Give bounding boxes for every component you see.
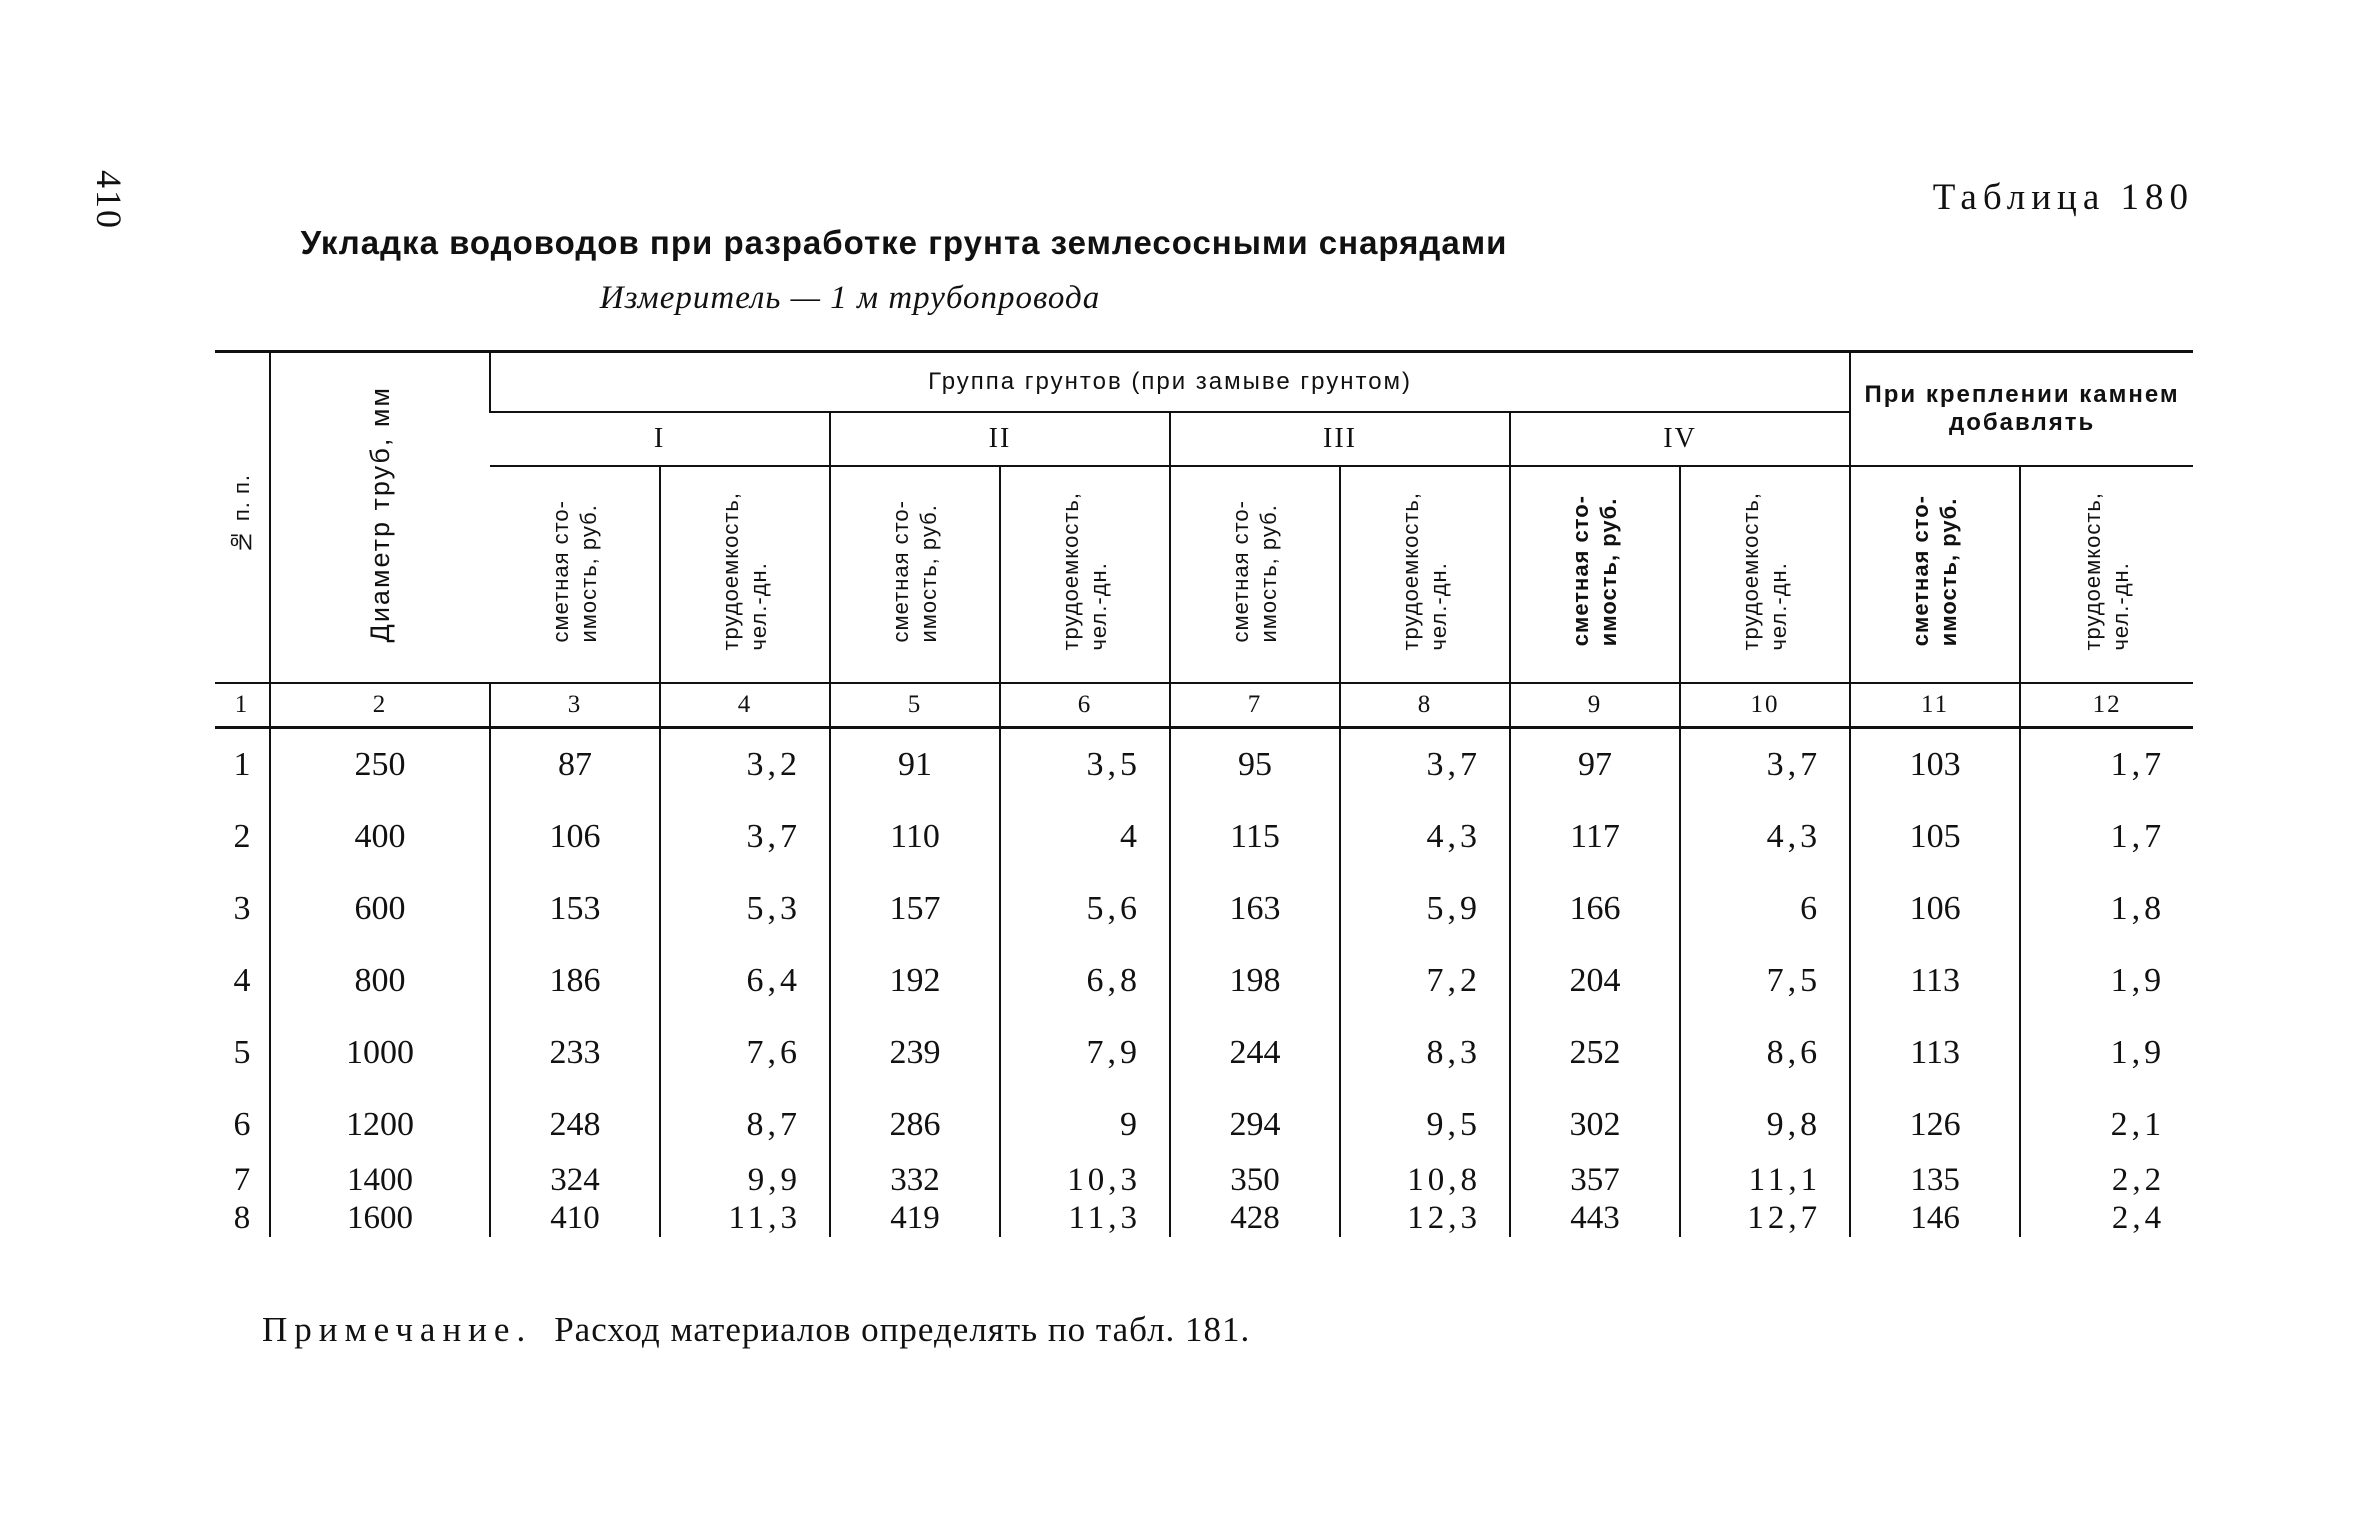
table-cell: 600 [270, 873, 490, 945]
table-cell: 7,9 [1000, 1017, 1170, 1089]
column-number: 4 [660, 683, 830, 728]
column-number: 8 [1340, 683, 1510, 728]
table-cell: 428 [1170, 1199, 1340, 1237]
table-cell: 97 [1510, 728, 1680, 802]
table-cell: 9,9 [660, 1161, 830, 1199]
table-cell: 106 [490, 801, 660, 873]
header-labor-1 [660, 466, 830, 683]
table-cell: 9 [1000, 1089, 1170, 1161]
header-labor-label: трудоемкость, чел.-дн. [1738, 491, 1792, 651]
table-cell: 5,3 [660, 873, 830, 945]
table-cell: 4,3 [1680, 801, 1850, 873]
table-cell: 244 [1170, 1017, 1340, 1089]
table-cell: 1200 [270, 1089, 490, 1161]
table-cell: 443 [1510, 1199, 1680, 1237]
table-row [215, 945, 2193, 1017]
table-cell: 8 [233, 1200, 251, 1236]
column-number: 12 [2020, 683, 2193, 728]
table-cell: 2,2 [2020, 1161, 2193, 1199]
table-cell: 1400 [270, 1161, 490, 1199]
header-cost-label: сметная сто- имость, руб. [1568, 495, 1621, 647]
header-fixing: При креплении камнем добавлять [1850, 352, 2193, 467]
table-cell: 6 [1680, 873, 1850, 945]
table-cell: 163 [1170, 873, 1340, 945]
table-cell: 146 [1850, 1199, 2020, 1237]
table-cell: 8,3 [1340, 1017, 1510, 1089]
header-labor-3 [1340, 466, 1510, 683]
table-cell: 115 [1170, 801, 1340, 873]
table-cell: 113 [1850, 945, 2020, 1017]
table-cell: 4 [233, 962, 251, 999]
table-cell: 1 [233, 746, 251, 783]
table-cell: 357 [1510, 1161, 1680, 1199]
table-cell: 250 [270, 728, 490, 802]
table-cell: 294 [1170, 1089, 1340, 1161]
table-cell: 252 [1510, 1017, 1680, 1089]
table-cell: 153 [490, 873, 660, 945]
header-labor-4 [1680, 466, 1850, 683]
table-cell: 1,9 [2020, 945, 2193, 1017]
table-cell: 95 [1170, 728, 1340, 802]
table-cell: 350 [1170, 1161, 1340, 1199]
table-cell: 233 [490, 1017, 660, 1089]
table-row [215, 1017, 2193, 1089]
table-cell: 8,7 [660, 1089, 830, 1161]
header-cost-1 [490, 466, 660, 683]
table-cell: 1600 [270, 1199, 490, 1237]
table-cell: 8,6 [1680, 1017, 1850, 1089]
table-cell: 7,2 [1340, 945, 1510, 1017]
header-soil-group: Группа грунтов (при замыве грунтом) [490, 352, 1850, 413]
table-cell: 1,8 [2020, 873, 2193, 945]
table-cell: 3,7 [1340, 728, 1510, 802]
header-num-label: № п. п. [229, 473, 254, 555]
table-cell: 1,7 [2020, 728, 2193, 802]
table-cell: 106 [1850, 873, 2020, 945]
table-cell: 4 [1000, 801, 1170, 873]
header-labor-label: трудоемкость, чел.-дн. [1058, 491, 1111, 651]
header-cost-4 [1510, 466, 1680, 683]
column-number: 2 [270, 683, 490, 728]
table-cell: 192 [830, 945, 1000, 1017]
table-cell: 91 [830, 728, 1000, 802]
table-cell: 2,4 [2020, 1199, 2193, 1237]
table-cell: 135 [1850, 1161, 2020, 1199]
page-subtitle: Измеритель — 1 м трубопровода [599, 280, 1101, 316]
table-row [215, 801, 2193, 873]
table-cell: 324 [490, 1161, 660, 1199]
table-row [215, 728, 2193, 802]
column-number: 3 [490, 683, 660, 728]
table-cell: 5,6 [1000, 873, 1170, 945]
footnote-label: Примечание. [262, 1310, 533, 1349]
table-cell: 3 [233, 890, 251, 927]
page-number: 410 [89, 170, 129, 230]
table-cell: 248 [490, 1089, 660, 1161]
header-cost-5 [1850, 466, 2020, 683]
table-cell: 286 [830, 1089, 1000, 1161]
table-cell: 6,4 [660, 945, 830, 1017]
table-cell: 9,8 [1680, 1089, 1850, 1161]
header-cost-2 [830, 466, 1000, 683]
column-number: 5 [830, 683, 1000, 728]
data-table-container [215, 350, 2193, 1237]
table-cell: 12,7 [1680, 1199, 1850, 1237]
column-number: 11 [1850, 683, 2020, 728]
table-cell: 1,7 [2020, 801, 2193, 873]
table-cell: 7 [233, 1162, 251, 1198]
column-number: 7 [1170, 683, 1340, 728]
table-cell: 5 [233, 1034, 251, 1071]
table-cell: 1,9 [2020, 1017, 2193, 1089]
table-cell: 10,3 [1000, 1161, 1170, 1199]
table-cell: 10,8 [1340, 1161, 1510, 1199]
header-cost-label: сметная сто- имость, руб. [1908, 495, 1962, 647]
table-cell: 4,3 [1340, 801, 1510, 873]
table-cell: 9,5 [1340, 1089, 1510, 1161]
page-title: Укладка водоводов при разработке грунта землесосными снарядами [300, 224, 1508, 261]
table-cell: 12,3 [1340, 1199, 1510, 1237]
column-number: 6 [1000, 683, 1170, 728]
table-cell: 302 [1510, 1089, 1680, 1161]
table-cell: 105 [1850, 801, 2020, 873]
table-cell: 110 [830, 801, 1000, 873]
table-cell: 87 [490, 728, 660, 802]
table-cell: 186 [490, 945, 660, 1017]
table-cell: 400 [270, 801, 490, 873]
header-group-1: I [490, 412, 830, 466]
table-cell: 3,5 [1000, 728, 1170, 802]
table-cell: 410 [490, 1199, 660, 1237]
table-cell: 113 [1850, 1017, 2020, 1089]
table-cell: 11,1 [1680, 1161, 1850, 1199]
table-row [215, 1089, 2193, 1161]
footnote [262, 1310, 1250, 1350]
table-cell: 126 [1850, 1089, 2020, 1161]
header-num [215, 352, 270, 684]
data-table [215, 350, 2193, 1237]
table-cell: 11,3 [660, 1199, 830, 1237]
table-cell: 3,7 [1680, 728, 1850, 802]
table-cell: 2 [233, 818, 251, 855]
header-labor-5 [2020, 466, 2193, 683]
table-cell: 7,5 [1680, 945, 1850, 1017]
header-cost-label: сметная сто- имость, руб. [888, 499, 941, 643]
table-label: Таблица 180 [1932, 177, 2194, 218]
table-cell: 6,8 [1000, 945, 1170, 1017]
column-number: 1 [215, 683, 270, 728]
table-cell: 204 [1510, 945, 1680, 1017]
table-cell: 11,3 [1000, 1199, 1170, 1237]
table-row [215, 1199, 2193, 1237]
table-cell: 198 [1170, 945, 1340, 1017]
table-cell: 166 [1510, 873, 1680, 945]
header-cost-3 [1170, 466, 1340, 683]
table-row [215, 873, 2193, 945]
header-group-4: IV [1510, 412, 1850, 466]
table-cell: 6 [233, 1106, 251, 1143]
header-labor-2 [1000, 466, 1170, 683]
table-cell: 419 [830, 1199, 1000, 1237]
footnote-text: Расход материалов определять по табл. 181. [554, 1310, 1251, 1349]
column-number: 9 [1510, 683, 1680, 728]
header-diameter [270, 352, 490, 684]
table-cell: 2,1 [2020, 1089, 2193, 1161]
header-labor-label: трудоемкость, чел.-дн. [718, 491, 771, 651]
table-cell: 800 [270, 945, 490, 1017]
table-cell: 103 [1850, 728, 2020, 802]
header-cost-label: сметная сто- имость, руб. [1228, 499, 1281, 643]
header-diameter-label: Диаметр труб, мм [365, 385, 395, 643]
table-cell: 1000 [270, 1017, 490, 1089]
header-labor-label: трудоемкость, чел.-дн. [2080, 491, 2134, 651]
table-row [215, 1161, 2193, 1199]
header-group-2: II [830, 412, 1170, 466]
header-cost-label: сметная сто- имость, руб. [547, 499, 601, 643]
table-cell: 3,2 [660, 728, 830, 802]
table-cell: 3,7 [660, 801, 830, 873]
table-cell: 7,6 [660, 1017, 830, 1089]
table-cell: 157 [830, 873, 1000, 945]
header-labor-label: трудоемкость, чел.-дн. [1398, 491, 1451, 651]
table-cell: 239 [830, 1017, 1000, 1089]
column-number: 10 [1680, 683, 1850, 728]
table-cell: 117 [1510, 801, 1680, 873]
table-cell: 5,9 [1340, 873, 1510, 945]
table-cell: 332 [830, 1161, 1000, 1199]
header-group-3: III [1170, 412, 1510, 466]
